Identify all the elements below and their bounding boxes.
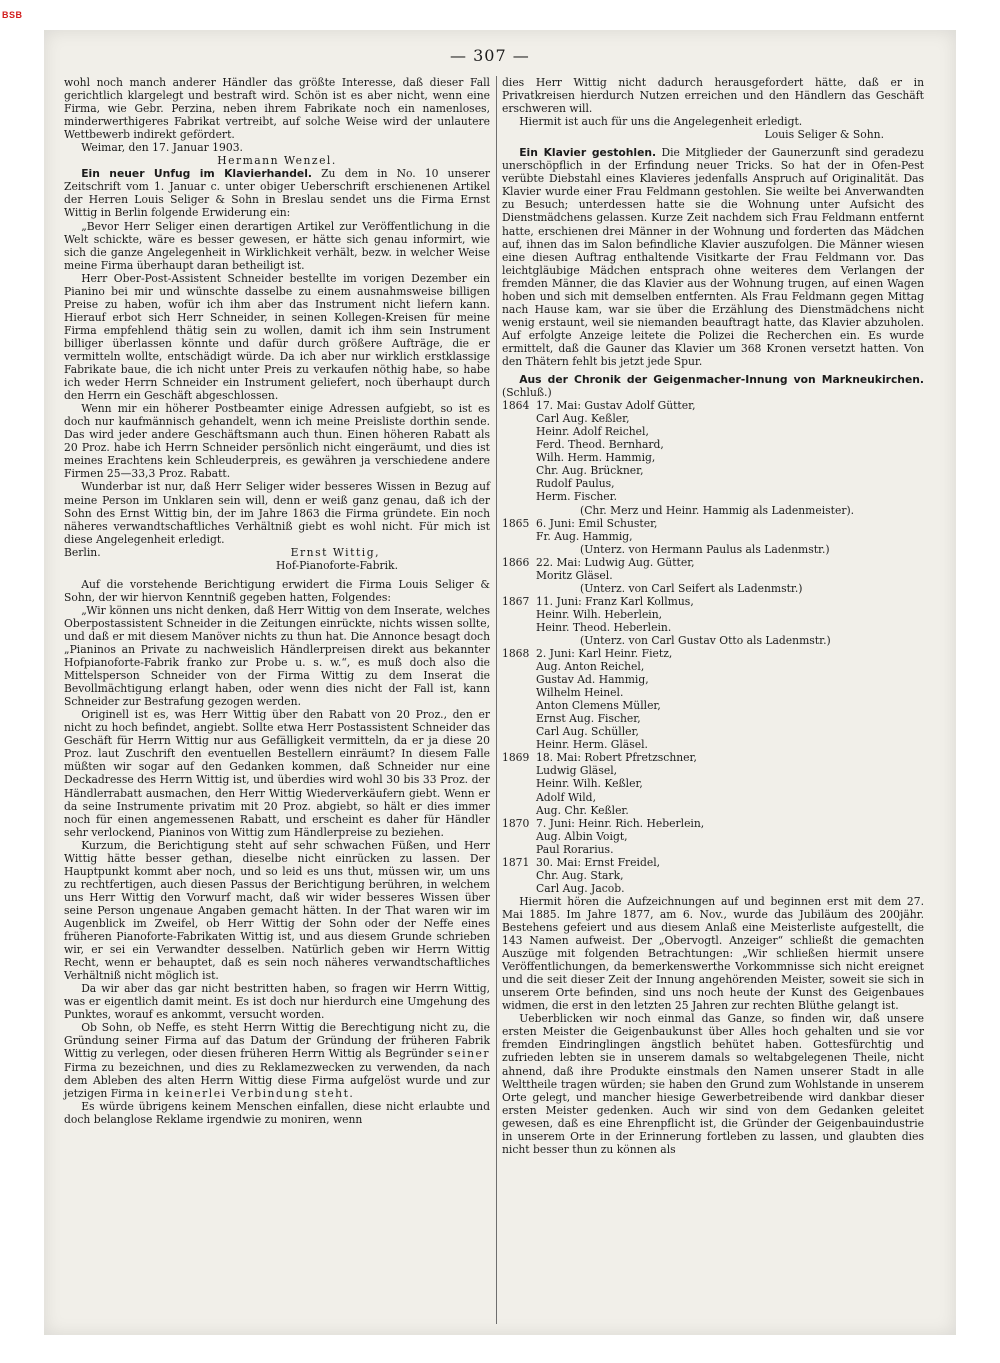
master-name: 30. Mai: Ernst Freidel,	[536, 855, 661, 869]
signature-block	[64, 546, 490, 559]
entry-names	[536, 399, 924, 516]
paragraph: Hiermit ist auch für uns die Angelegenheit erledigt.	[519, 115, 803, 129]
master-name: Heinr. Wilh. Heberlein,	[536, 607, 663, 621]
entry-note: (Chr. Merz und Heinr. Hammig als Ladenmeister).	[580, 503, 855, 517]
master-name: Heinr. Herm. Gläsel.	[536, 738, 648, 752]
article-paragraph	[502, 373, 924, 399]
entry-names	[536, 517, 924, 556]
right-column	[502, 76, 924, 1156]
chronicle-entry	[502, 647, 924, 751]
column-divider	[496, 76, 497, 1324]
article-paragraph	[64, 167, 490, 219]
entry-names	[536, 595, 924, 647]
page-number: — 307 —	[450, 46, 530, 65]
master-name: Carl Aug. Jacob.	[536, 881, 625, 895]
paragraph: Wunderbar ist nur, daß Herr Seliger wider besseres Wissen in Bezug auf meine Person im Unklaren sein will, denn er weiß ganz genau, daß ich der Sohn des Ernst Wittig bin, der im Jahre 1863 die Firma gründete. Ein noch näheres verwandtschaftliches Verhältniß giebt es wohl nicht. Für mich ist diese Angelegenheit erledigt.	[64, 480, 490, 546]
chronicle-entry	[502, 595, 924, 647]
entry-names	[536, 647, 924, 751]
article-heading: Aus der Chronik der Geigenmacher-Innung von Markneukirchen.	[519, 373, 924, 387]
paragraph: Da wir aber das gar nicht bestritten haben, so fragen wir Herrn Wittig, was er eigentlich damit meint. Es ist doch nur hierdurch eine Umgehung des Punktes, worauf es ankommt, versucht worden.	[64, 982, 490, 1022]
entry-year: 1864	[502, 399, 530, 413]
article-heading: Ein neuer Unfug im Klavierhandel.	[81, 167, 312, 181]
entry-year: 1866	[502, 555, 530, 569]
master-name: Ferd. Theod. Bernhard,	[536, 438, 664, 452]
paragraph: Auf die vorstehende Berichtigung erwidert die Firma Louis Seliger & Sohn, der wir hiervon Kenntniß gegeben hatten, Folgendes:	[64, 577, 490, 604]
signature: Louis Seliger & Sohn.	[764, 128, 884, 142]
article-heading: Ein Klavier gestohlen.	[519, 146, 657, 160]
master-name: Paul Rorarius.	[536, 842, 614, 856]
entry-names	[536, 556, 924, 595]
master-name: 11. Juni: Franz Karl Kollmus,	[536, 594, 694, 608]
chronicle-entry	[502, 517, 924, 556]
master-name: Aug. Chr. Keßler.	[536, 803, 629, 817]
master-name: 7. Juni: Heinr. Rich. Heberlein,	[536, 816, 705, 830]
master-name: Aug. Anton Reichel,	[536, 660, 645, 674]
master-name: Fr. Aug. Hammig,	[536, 529, 633, 543]
paragraph: wohl noch manch anderer Händler das größte Interesse, daß dieser Fall gerichtlich klargelegt und bestraft wird. Schön ist es aber nicht, wenn eine Firma, wie Gebr. Perzina, neben ihrem Fabrikate noch ein namenloses, minderwerthigeres Fabrikat vertreibt, auf solche Weise wird der unlautere Wettbewerb indirekt gefördert.	[64, 76, 490, 142]
article-text: Zu dem in No. 10 unserer Zeitschrift vom 1. Januar c. unter obiger Ueberschrift erschienenen Artikel der Herren Louis Seliger & Sohn in Breslau sendet uns die Firma Ernst Wittig in Berlin folgende Erwiderung ein:	[64, 167, 490, 220]
entry-year: 1865	[502, 516, 530, 530]
paragraph: Wenn mir ein höherer Postbeamter einige Adressen aufgiebt, so ist es doch nur kaufmännisch gehandelt, wenn ich meine Preisliste dorthin sende. Das wird jeder andere Geschäftsmann auch thun. Einen höheren Rabatt als 20 Proz. habe ich Herrn Schneider persönlich nicht eingeräumt, und dies ist meines Erachtens kein Schleuderpreis, es gewähren ja verschiedene andere Firmen 25—33,3 Proz. Rabatt.	[64, 402, 490, 481]
paragraph	[64, 1021, 490, 1099]
master-name: Herm. Fischer.	[536, 490, 617, 504]
master-name: Aug. Albin Voigt,	[536, 829, 628, 843]
master-name: 18. Mai: Robert Pfretzschner,	[536, 751, 697, 765]
master-name: Heinr. Wilh. Keßler,	[536, 777, 643, 791]
chronicle-entry	[502, 399, 924, 516]
master-name: Heinr. Adolf Reichel,	[536, 425, 649, 439]
text-run: Firma zu bezeichnen, und dies zu Reklamezwecken zu verwenden, da nach dem Ableben des alten Herrn Wittig diese Firma aufgelöst wurde und zur jetzigen Firma	[64, 1060, 490, 1100]
text-run-spaced: in keinerlei Verbindung steht.	[146, 1086, 355, 1100]
master-name: Adolf Wild,	[536, 790, 596, 804]
paragraph: „Wir können uns nicht denken, daß Herr Wittig von dem Inserate, welches Oberpostassistent Schneider in die Zeitungen einrückte, nichts wissen sollte, und daß er mit diesem Manöver nichts zu thun hat. Die Annonce besagt doch „Pianinos an Private zu nachweislich Händlerpreisen direkt aus bekannter Hofpianoforte-Fabrik franko zur Probe u. s. w.“, es muß doch also die Mittelsperson Schneider von der Firma Wittig zu dem Inserat die Bevollmächtigung erlangt haben, oder wenn dies nicht der Fall ist, kann Schneider zur Bestrafung gezogen werden.	[64, 603, 490, 709]
master-name: 22. Mai: Ludwig Aug. Gütter,	[536, 555, 695, 569]
master-name: Wilhelm Heinel.	[536, 686, 624, 700]
master-name: Carl Aug. Keßler,	[536, 412, 630, 426]
entry-year: 1867	[502, 594, 530, 608]
entry-year: 1870	[502, 816, 530, 830]
place: Berlin.	[64, 545, 101, 559]
chronicle-entry	[502, 751, 924, 816]
paragraph: Es würde übrigens keinem Menschen einfallen, diese nicht erlaubte und doch belanglose Reklame irgendwie zu moniren, wenn	[64, 1099, 490, 1126]
master-name: 2. Juni: Karl Heinr. Fietz,	[536, 647, 673, 661]
entry-names	[536, 856, 924, 895]
paragraph: „Bevor Herr Seliger einen derartigen Artikel zur Veröffentlichung in die Welt schickte, wäre es besser gewesen, er hätte sich genau informirt, wie sich die ganze Angelegenheit in Wirklichkeit verhält, bezw. in welcher Weise meine Firma überhaupt daran betheiligt ist.	[64, 219, 490, 272]
paragraph: Originell ist es, was Herr Wittig über den Rabatt von 20 Proz., den er nicht zu hoch befindet, angiebt. Sollte etwa Herr Postassistent Schneider das Geschäft für Herrn Wittig nur aus Gefälligkeit vermitteln, da er ja diese 20 Proz. laut Zuschrift den eventuellen Bestellern einräumt? In diesem Falle müßten wir sogar auf den Gedanken kommen, daß Schneider nur eine Deckadresse des Herrn Wittig ist, und überdies wird wohl 30 bis 33 Proz. der Händlerrabatt ausmachen, den Herr Wittig Wiederverkäufern giebt. Wenn er da seine Instrumente privatim mit 20 Proz. abgiebt, so hält er dies immer noch für einen angemessenen Rabatt, und erscheint es daher für Händler sehr verlockend, Pianinos von Wittig zum Händlerpreise zu beziehen.	[64, 708, 490, 839]
master-name: Gustav Ad. Hammig,	[536, 673, 649, 687]
paragraph: Ueberblicken wir noch einmal das Ganze, so finden wir, daß unsere ersten Meister die Geigenbaukunst über Alles hoch gehalten und sie vor fremden Eindringlingen ängstlich behütet haben. Gottesfürchtig und zufrieden lebten sie in unserem damals so weltabgelegenen Theile, nicht ahnend, daß ihre Produkte einstmals den Namen unserer Stadt in alle Welttheile tragen würden; sie haben den Grund zum Wohlstande in unserem Orte gelegt, und mancher hiesige Gewerbetreibende wird dankbar dieser ersten Meister gedenken. Auch wir sind von dem Gedanken geleitet gewesen, daß es eine Ehrenpflicht ist, die Gründer der Geigenbauindustrie in unserem Orte in der Erinnerung fortleben zu lassen, und glaubten dies nicht besser thun zu können als	[502, 1012, 924, 1156]
paragraph: Herr Ober-Post-Assistent Schneider bestellte im vorigen Dezember ein Pianino bei mir und wünschte dasselbe zu einem ausnahmsweise billigen Preise zu haben, wofür ich ihm aber das Instrument nicht liefern kann. Hierauf erbot sich Herr Schneider, in seinen Kollegen-Kreisen für meine Firma empfehlend thätig sein zu wollen, damit ich ihm sein Instrument billiger überlassen könnte und dafür durch größere Aufträge, die er vermitteln wollte, entschädigt würde. Da ich aber nur wirklich erstklassige Fabrikate baue, die ich nicht unter Preis zu verkaufen nöthig habe, so habe ich weder Herrn Schneider ein Instrument geliefert, noch überhaupt durch den Herrn ein Geschäft abgeschlossen.	[64, 271, 490, 403]
master-name: Chr. Aug. Stark,	[536, 868, 624, 882]
text-run: Ob Sohn, ob Neffe, es steht Herrn Wittig die Berechtigung nicht zu, die Gründung seiner Firma auf das Datum der Gründung der früheren Fabrik Wittig zu verlegen, oder diesen früheren Herrn Wittig als Begründer	[64, 1021, 490, 1061]
entry-year: 1869	[502, 751, 530, 765]
master-name: Anton Clemens Müller,	[536, 699, 661, 713]
master-name: Wilh. Herm. Hammig,	[536, 451, 656, 465]
master-name: 6. Juni: Emil Schuster,	[536, 516, 658, 530]
paragraph: Kurzum, die Berichtigung steht auf sehr schwachen Füßen, und Herr Wittig hätte besser gethan, dieselbe nicht einrücken zu lassen. Der Hauptpunkt kommt aber noch, und so leid es uns thut, müssen wir, um uns zu rechtfertigen, auch diesen Passus der Berichtigung berühren, in welchem uns Herr Wittig den Vorwurf macht, daß wir wider besseres Wissen über seine Person ungenaue Angaben gemacht hätten. In der That waren wir im Augenblick im Zweifel, ob Herr Wittig der Sohn oder der Neffe eines früheren Pianoforte-Fabrikaten Wittig ist, und aus diesem Grunde schrieben wir, er sei ein Verwandter desselben. Natürlich geben wir Herrn Wittig Recht, wenn er behauptet, daß es sein noch näheres verwandtschaftliches Verhältniß nicht möglich ist.	[64, 838, 490, 983]
master-name: Heinr. Theod. Heberlein.	[536, 620, 672, 634]
chronicle-entry	[502, 556, 924, 595]
master-name: Carl Aug. Schüller,	[536, 725, 639, 739]
paragraph: Hiermit hören die Aufzeichnungen auf und beginnen erst mit dem 27. Mai 1885. Im Jahre 1877, am 6. Nov., wurde das Jubiläum des 200jähr. Bestehens gefeiert und aus diesem Anlaß eine Meisterliste aufgestellt, die 143 Namen aufweist. Der „Obervogtl. Anzeiger“ schließt die gemachten Auszüge mit folgenden Betrachtungen: „Wir schließen hiermit unsere Veröffentlichungen, da bemerkenswerthe Vorkommnisse sich nicht ereignet und die seit dieser Zeit der Innung angehörenden Meister, soweit sie sich in unserem Orte befinden, sind uns noch heute der Kunst des Geigenbaues widmen, die erst in den letzten 25 Jahren zur rechten Blüthe gelangt ist.	[502, 894, 924, 1013]
left-column	[64, 76, 490, 1126]
chronicle-entry	[502, 817, 924, 856]
article-paragraph	[502, 146, 924, 368]
entry-note: (Unterz. von Carl Seifert als Ladenmstr.)	[580, 581, 803, 595]
master-name: Ernst Aug. Fischer,	[536, 712, 641, 726]
signature: Hermann Wenzel.	[217, 154, 337, 168]
entry-note: (Unterz. von Hermann Paulus als Ladenmstr.)	[580, 542, 830, 556]
master-name: Ludwig Gläsel,	[536, 764, 618, 778]
paragraph: dies Herr Wittig nicht dadurch herausgefordert hätte, daß er in Privatkreisen hierdurch Nutzen erreichen und den Händlern das Geschäft erschweren will.	[502, 76, 924, 116]
master-name: Rudolf Paulus,	[536, 477, 615, 491]
signature: Ernst Wittig,	[290, 545, 380, 559]
dateline: Weimar, den 17. Januar 1903.	[81, 141, 243, 155]
text-run-spaced: seiner	[447, 1047, 490, 1061]
signature-firm: Hof-Pianoforte-Fabrik.	[276, 558, 398, 572]
entry-note: (Unterz. von Carl Gustav Otto als Ladenmstr.)	[580, 633, 831, 647]
article-text: Die Mitglieder der Gaunerzunft sind geradezu unerschöpflich in der Erfindung neuer Tricks. So hat der in Ofen-Pest verübte Diebstahl eines Klavieres jedenfalls Anspruch auf Originalität. Das Klavier wurde einer Frau Feldmann gestohlen. Sie weilte bei Anverwandten zu Besuch; unterdessen hatte sie die Wohnung unter Aufsicht des Dienstmädchens gelassen. Kurze Zeit nachdem sich Frau Feldmann entfernt hatte, erschienen drei Männer in der Wohnung und forderten das Mädchen auf, ihnen das im Salon befindliche Klavier auszufolgen. Die Männer wiesen eine diesen Auftrag enthaltende Visitkarte der Frau Feldmann vor. Das leichtgläubige Mädchen entsprach ohne weiteres dem Verlangen der fremden Männer, die das Klavier aus der Wohnung trugen, auf einen Wagen hoben und sich mit demselben entfernten. Als Frau Feldmann gegen Mittag nach Hause kam, war sie über die Erzählung des Dienstmädchens nicht wenig erstaunt, weil sie niemanden beauftragt hatte, das Klavier abzuholen. Auf erfolgte Anzeige leitete die Polizei die Recherchen ein. Es wurde ermittelt, daß die Gauner das Klavier um 368 Kronen versetzt hatten. Von den Thätern fehlt bis jetzt jede Spur.	[502, 146, 924, 368]
master-name: 17. Mai: Gustav Adolf Gütter,	[536, 399, 696, 413]
chronicle-entry	[502, 856, 924, 895]
entry-year: 1868	[502, 647, 530, 661]
library-watermark: BSB	[2, 10, 23, 20]
entry-names	[536, 817, 924, 856]
entry-names	[536, 751, 924, 816]
article-text: (Schluß.)	[502, 386, 552, 400]
chronicle-list	[502, 399, 924, 895]
master-name: Moritz Gläsel.	[536, 568, 613, 582]
master-name: Chr. Aug. Brückner,	[536, 464, 644, 478]
entry-year: 1871	[502, 855, 530, 869]
